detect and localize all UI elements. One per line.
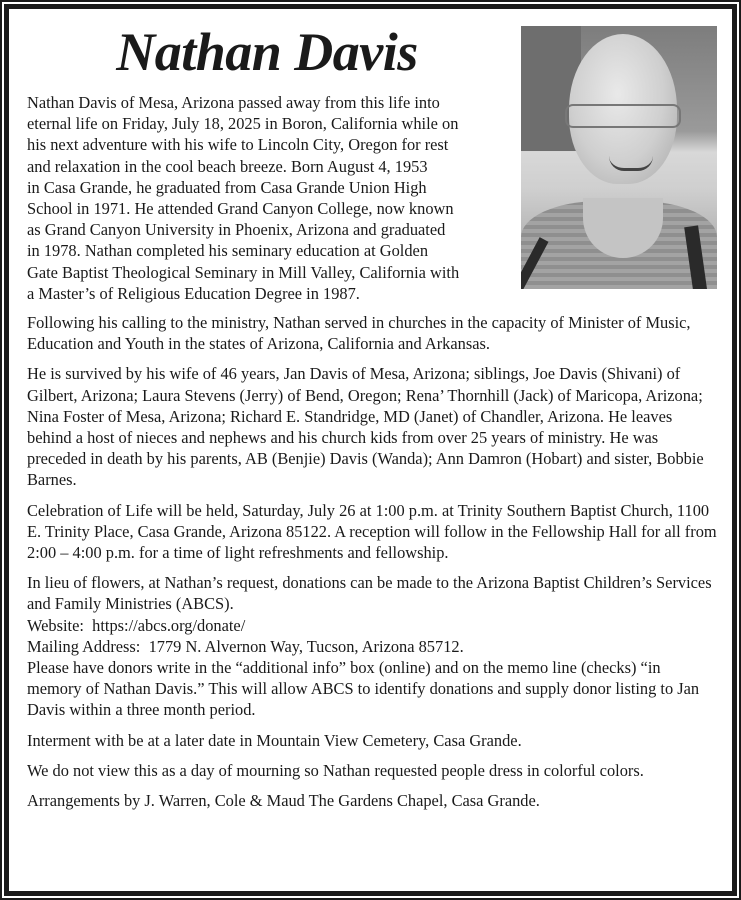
intro-line: in 1978. Nathan completed his seminary education at Golden: [27, 241, 429, 261]
donations-paragraph: [27, 572, 717, 720]
intro-line: his next adventure with his wife to Lincoln City, Oregon for rest: [27, 135, 449, 155]
intro-line: Nathan Davis of Mesa, Arizona passed away from this life into: [27, 93, 440, 112]
intro-paragraph: [27, 92, 511, 304]
celebration-paragraph: Celebration of Life will be held, Saturday, July 26 at 1:00 p.m. at Trinity Southern Baptist Church, 1100 E. Trinity Place, Casa Grande, Arizona 85122. A reception will follow in the Fellowship Hall for all from 2:00 – 4:00 p.m. for a time of light refreshments and fellowship.: [27, 500, 717, 563]
website-link[interactable]: https://abcs.org/donate/: [92, 615, 246, 635]
arrangements-paragraph: Arrangements by J. Warren, Cole & Maud The Gardens Chapel, Casa Grande.: [27, 791, 540, 811]
mailing-line: [27, 636, 717, 657]
intro-line: Gate Baptist Theological Seminary in Mill Valley, California with: [27, 262, 460, 282]
intro-line: School in 1971. He attended Grand Canyon College, now known: [27, 199, 454, 219]
obituary-title: Nathan Davis: [116, 22, 418, 82]
interment-paragraph: Interment with be at a later date in Mountain View Cemetery, Casa Grande.: [27, 730, 522, 750]
intro-line: and relaxation in the cool beach breeze. Born August 4, 1953: [27, 156, 428, 176]
mailing-address: 1779 N. Alvernon Way, Tucson, Arizona 85712.: [148, 636, 464, 656]
photo-glasses: [565, 104, 681, 128]
obituary-content: [27, 14, 717, 820]
mailing-label: Mailing Address:: [27, 636, 141, 656]
website-label: Website:: [27, 615, 84, 635]
intro-line: eternal life on Friday, July 18, 2025 in Boron, California while on: [27, 114, 459, 134]
intro-line: as Grand Canyon University in Phoenix, Arizona and graduated: [27, 220, 446, 240]
portrait-photo: [521, 26, 717, 289]
donation-instructions: Please have donors write in the “additional info” box (online) and on the memo line (checks) “in memory of Nathan Davis.” This will allow ABCS to identify donations and supply donor listing to Jan Davis within a three month period.: [27, 658, 700, 720]
ministry-paragraph: Following his calling to the ministry, Nathan served in churches in the capacity of Minister of Music, Education and Youth in the states of Arizona, California and Arkansas.: [27, 313, 691, 354]
website-line: [27, 615, 717, 636]
intro-line: a Master’s of Religious Education Degree in 1987.: [27, 283, 360, 303]
dress-paragraph: We do not view this as a day of mourning so Nathan requested people dress in colorful colors.: [27, 760, 644, 780]
intro-line: in Casa Grande, he graduated from Casa Grande Union High: [27, 177, 427, 197]
donations-intro: In lieu of flowers, at Nathan’s request, donations can be made to the Arizona Baptist Children’s Services and Family Ministries (ABCS).: [27, 573, 712, 614]
survivors-paragraph: He is survived by his wife of 46 years, Jan Davis of Mesa, Arizona; siblings, Joe Davis (Shivani) of Gilbert, Arizona; Laura Stevens (Jerry) of Bend, Oregon; Rena’ Thornhill (Jack) of Maricopa, Arizona; Nina Foster of Mesa, Arizona; Richard E. Standridge, MD (Janet) of Chandler, Arizona. He leaves behind a host of nieces and nephews and his church kids from over 25 years of ministry. He was preceded in death by his parents, AB (Benjie) Davis (Wanda); Ann Damron (Hobart) and sister, Bobbie Barnes.: [27, 364, 704, 490]
